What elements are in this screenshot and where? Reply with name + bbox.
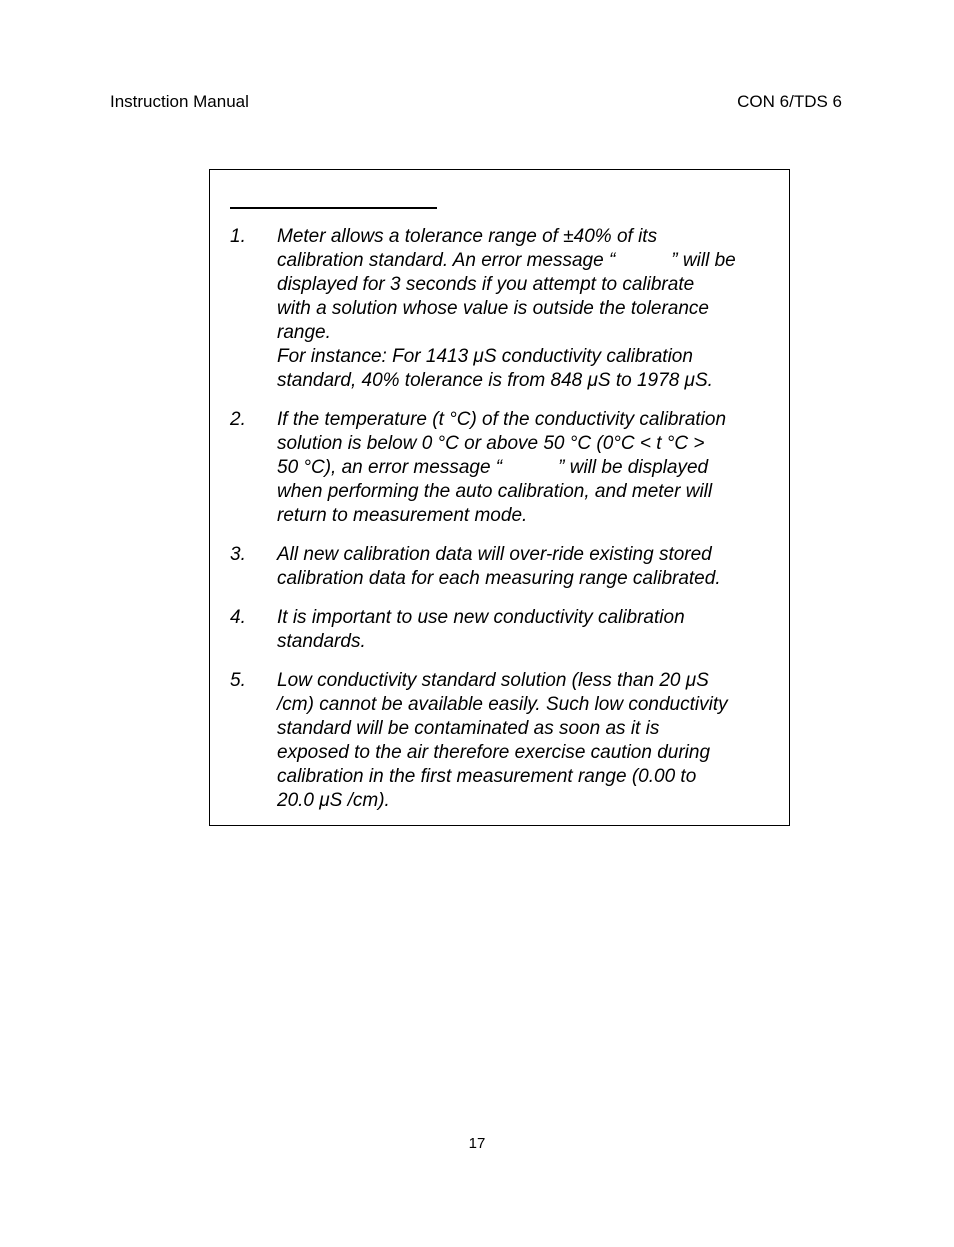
note-line-part: ” will be <box>671 250 736 271</box>
page-number: 17 <box>468 1135 486 1152</box>
note-item <box>230 408 775 528</box>
note-line: It is important to use new conductivity calibration <box>277 607 685 628</box>
note-line <box>277 249 775 273</box>
note-line-part: 50 °C), an error message “ <box>277 457 503 478</box>
note-line: If the temperature (t °C) of the conductivity calibration <box>277 409 727 430</box>
note-item <box>230 225 775 393</box>
note-number: 1. <box>230 226 246 247</box>
note-number: 3. <box>230 544 246 565</box>
notes-list <box>230 225 775 828</box>
note-item <box>230 543 775 591</box>
note-item <box>230 606 775 654</box>
notes-box <box>209 169 790 826</box>
note-line: For instance: For 1413 μS conductivity calibration <box>277 346 693 367</box>
note-line <box>277 456 775 480</box>
note-line: displayed for 3 seconds if you attempt to calibrate <box>277 274 695 295</box>
note-number: 2. <box>230 409 246 430</box>
header-right-model: CON 6/TDS 6 <box>737 92 842 111</box>
note-text <box>277 543 775 591</box>
note-line: range. <box>277 322 331 343</box>
note-line: Low conductivity standard solution (less than 20 μS <box>277 670 709 691</box>
note-item <box>230 669 775 813</box>
note-line-part: ” will be displayed <box>558 457 709 478</box>
note-line: /cm) cannot be available easily. Such low conductivity <box>277 694 728 715</box>
note-line: exposed to the air therefore exercise caution during <box>277 742 711 763</box>
note-line: standard, 40% tolerance is from 848 μS to 1978 μS. <box>277 370 713 391</box>
note-line: standards. <box>277 631 366 652</box>
note-number: 4. <box>230 607 246 628</box>
note-text <box>277 606 775 654</box>
note-text <box>277 225 775 393</box>
note-line: with a solution whose value is outside the tolerance <box>277 298 709 319</box>
note-line: when performing the auto calibration, and meter will <box>277 481 713 502</box>
note-line: All new calibration data will over-ride existing stored <box>277 544 712 565</box>
note-line: calibration data for each measuring range calibrated. <box>277 568 721 589</box>
note-line: solution is below 0 °C or above 50 °C (0°C < t °C > <box>277 433 705 454</box>
notes-heading <box>230 190 437 209</box>
note-line: Meter allows a tolerance range of ±40% of its <box>277 226 658 247</box>
header-left-title: Instruction Manual <box>110 92 249 111</box>
note-line: standard will be contaminated as soon as it is <box>277 718 660 739</box>
note-number: 5. <box>230 670 246 691</box>
note-line: return to measurement mode. <box>277 505 528 526</box>
note-line: calibration in the first measurement range (0.00 to <box>277 766 697 787</box>
note-line-part: calibration standard. An error message “ <box>277 250 616 271</box>
note-text <box>277 408 775 528</box>
note-text <box>277 669 775 813</box>
note-line: 20.0 μS /cm). <box>277 790 390 811</box>
